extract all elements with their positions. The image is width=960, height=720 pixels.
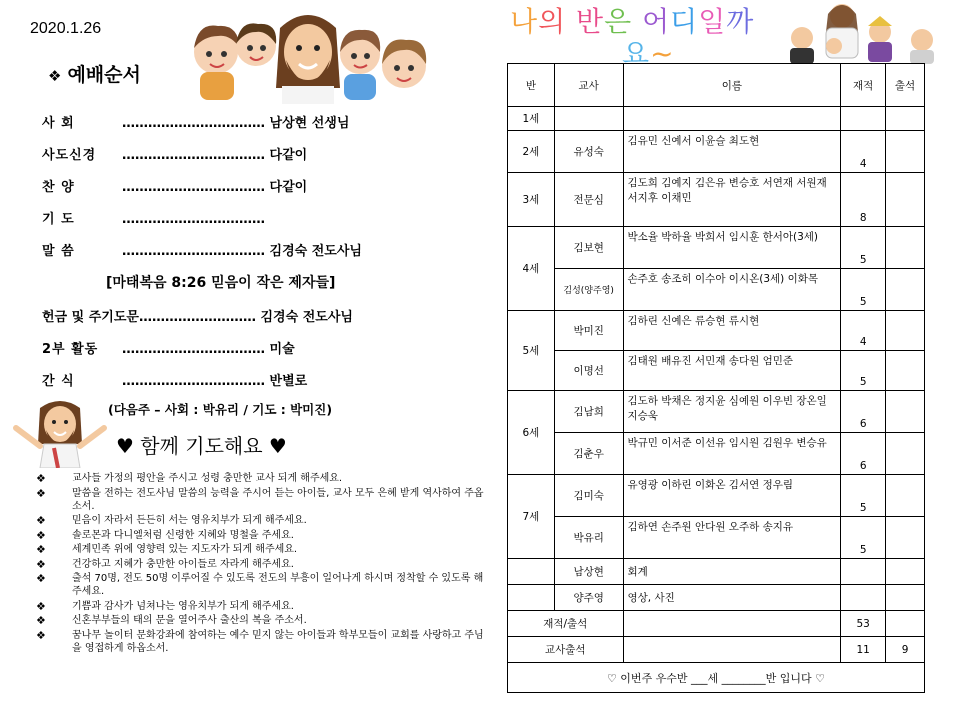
- bible-characters-illustration: [782, 2, 942, 66]
- teacher-attendance-row: [508, 637, 925, 663]
- table-row: 이명선 김태원 배유진 서민재 송다원 엄민준 5: [508, 351, 925, 391]
- jesus-cartoon-illustration: [10, 398, 110, 468]
- title-glyph: 어: [642, 5, 671, 38]
- diamond-bullet-icon: ❖: [36, 472, 46, 485]
- class-title-line1: [510, 5, 754, 38]
- diamond-bullet-icon: ❖: [36, 543, 46, 556]
- list-item: ❖ 기쁨과 감사가 넘쳐나는 영유치부가 되게 해주세요.: [36, 599, 294, 613]
- table-row: 김성(양주영) 손주호 송조히 이수아 이시온(3세) 이화목 5: [508, 269, 925, 311]
- list-item: ❖ 꿈나무 놀이터 문화강좌에 참여하는 예수 믿지 않는 아이들과 학부모들이 교회를 사랑하고 주님을 영접하게 하옵소서.: [36, 628, 484, 654]
- prayer-list: [36, 472, 486, 656]
- order-label: 사도신경: [42, 148, 97, 163]
- order-item-host: 사 회 …………………………… 남상현 선생님: [42, 112, 349, 131]
- title-glyph: 반: [576, 5, 605, 38]
- teacher-count: 11: [841, 637, 886, 663]
- title-glyph: 요: [622, 37, 651, 70]
- class-title: [510, 4, 790, 72]
- prayer-heading: ♥ 함께 기도해요 ♥: [116, 434, 287, 458]
- diamond-bullet-icon: ❖: [36, 486, 46, 500]
- worship-title: [48, 60, 141, 87]
- header-teacher: 교사: [554, 64, 623, 107]
- diamond-bullet-icon: ❖: [36, 528, 46, 542]
- order-value: 김경숙 전도사님: [260, 310, 353, 325]
- sermon-reference: [마태복음 8:26 믿음이 작은 제자들]: [106, 275, 336, 291]
- title-glyph: 은: [604, 5, 633, 38]
- best-class-row: [508, 663, 925, 693]
- total-count: 53: [841, 611, 886, 637]
- list-item: ❖ 세계민족 위에 영향력 있는 지도자가 되게 해주세요.: [36, 543, 298, 556]
- header-count: 재적: [841, 64, 886, 107]
- order-label: 기 도: [42, 212, 75, 227]
- header-ban: 반: [508, 64, 555, 107]
- order-item-creed: 사도신경 …………………………… 다같이: [42, 144, 307, 163]
- order-label: 2부 활동: [42, 342, 99, 357]
- order-value: 반별로: [269, 374, 308, 389]
- title-glyph: ~: [650, 37, 675, 70]
- worship-title-text: 예배순서: [67, 64, 141, 86]
- title-glyph: [632, 5, 642, 38]
- total-attendance: [886, 611, 925, 637]
- table-row: 7세 김미숙 유영광 이하린 이화온 김서연 정우림 5: [508, 475, 925, 517]
- list-item: ❖ 말씀을 전하는 전도사님 말씀의 능력을 주시어 듣는 아이들, 교사 모두 은혜 받게 역사하여 주옵소서.: [36, 486, 484, 512]
- order-label: 찬 양: [42, 180, 75, 195]
- title-glyph: 디: [670, 5, 699, 38]
- teacher-label: 교사출석: [508, 637, 624, 663]
- table-row: 6세 김남희 김도하 박채은 정지윤 심예원 이우빈 장온일 지승욱 6: [508, 391, 925, 433]
- table-row: 4세 김보현 박소율 박하율 박희서 임시훈 한서아(3세) 5: [508, 227, 925, 269]
- table-row: 2세 유성숙 김유민 신예서 이윤슬 최도현 4: [508, 131, 925, 173]
- total-row: [508, 611, 925, 637]
- jesus-with-children-illustration: [178, 8, 436, 104]
- order-label: 간 식: [42, 374, 75, 389]
- diamond-bullet-icon: ❖: [36, 557, 46, 571]
- diamond-bullet-icon: ❖: [36, 599, 46, 613]
- table-row: 1세: [508, 107, 925, 131]
- order-label: 헌금 및 주기도문: [42, 310, 139, 325]
- order-value: 다같이: [269, 148, 308, 163]
- order-item-praise: 찬 양 …………………………… 다같이: [42, 176, 307, 195]
- teacher-attendance: 9: [886, 637, 925, 663]
- order-item-activity: 2부 활동 …………………………… 미술: [42, 338, 295, 357]
- title-glyph: [566, 5, 576, 38]
- diamond-bullet-icon: ❖: [36, 614, 46, 627]
- date: 2020.1.26: [30, 20, 102, 37]
- order-item-offering: 헌금 및 주기도문……………………… 김경숙 전도사님: [42, 310, 353, 325]
- table-header-row: [508, 64, 925, 107]
- header-attendance: 출석: [886, 64, 925, 107]
- table-row: 남상현 회계: [508, 559, 925, 585]
- header-names: 이름: [623, 64, 841, 107]
- order-item-sermon: 말 씀 …………………………… 김경숙 전도사님: [42, 240, 362, 259]
- list-item: ❖ 신혼부부들의 태의 문을 열어주사 출산의 복을 주소서.: [36, 614, 307, 627]
- order-value: 미술: [269, 342, 295, 357]
- title-glyph: 나: [510, 5, 539, 38]
- order-value: 남상현 선생님: [269, 116, 350, 131]
- next-week-note: (다음주 – 사회 : 박유리 / 기도 : 박미진): [108, 402, 333, 417]
- diamond-bullet-icon: ❖: [36, 572, 46, 585]
- table-row: 김춘우 박규민 이서준 이선유 임시원 김원우 변승유 6: [508, 433, 925, 475]
- list-item: ❖ 믿음이 자라서 든든히 서는 영유치부가 되게 해주세요.: [36, 514, 307, 527]
- list-item: ❖ 건강하고 지혜가 충만한 아이들로 자라게 해주세요.: [36, 557, 294, 571]
- order-label: 사 회: [42, 116, 75, 131]
- order-value: 김경숙 전도사님: [269, 244, 362, 259]
- title-glyph: 의: [538, 5, 567, 38]
- table-row: 3세 전문심 김도희 김예지 김은유 변승호 서연재 서원재 서지후 이채민 8: [508, 173, 925, 227]
- list-item: ❖ 교사들 가정의 평안을 주시고 성령 충만한 교사 되게 해주세요.: [36, 472, 343, 485]
- diamond-bullet-icon: ❖: [36, 628, 46, 642]
- title-glyph: 까: [726, 5, 755, 38]
- order-item-snack: 간 식 …………………………… 반별로: [42, 370, 307, 389]
- diamond-bullet-icon: ❖: [48, 67, 62, 85]
- best-class-text: ♡ 이번주 우수반 ___세 ________반 입니다 ♡: [508, 663, 925, 693]
- title-glyph: 일: [698, 5, 727, 38]
- diamond-bullet-icon: ❖: [36, 514, 46, 527]
- list-item: ❖ 출석 70명, 전도 50명 이루어질 수 있도록 전도의 부흥이 일어나게 하시며 정착할 수 있도록 해주세요.: [36, 572, 484, 597]
- list-item: ❖ 솔로몬과 다니엘처럼 신령한 지혜와 명철을 주세요.: [36, 528, 294, 542]
- class-roster-table: [507, 63, 925, 693]
- table-row: 5세 박미진 김하린 신예은 류승현 류시현 4: [508, 311, 925, 351]
- total-label: 재적/출석: [508, 611, 624, 637]
- table-row: 양주영 영상, 사진: [508, 585, 925, 611]
- order-value: 다같이: [269, 180, 308, 195]
- order-label: 말 씀: [42, 244, 75, 259]
- table-row: 박유리 김하연 손주원 안다원 오주하 송지유 5: [508, 517, 925, 559]
- order-item-prayer: 기 도 ……………………………: [42, 208, 265, 227]
